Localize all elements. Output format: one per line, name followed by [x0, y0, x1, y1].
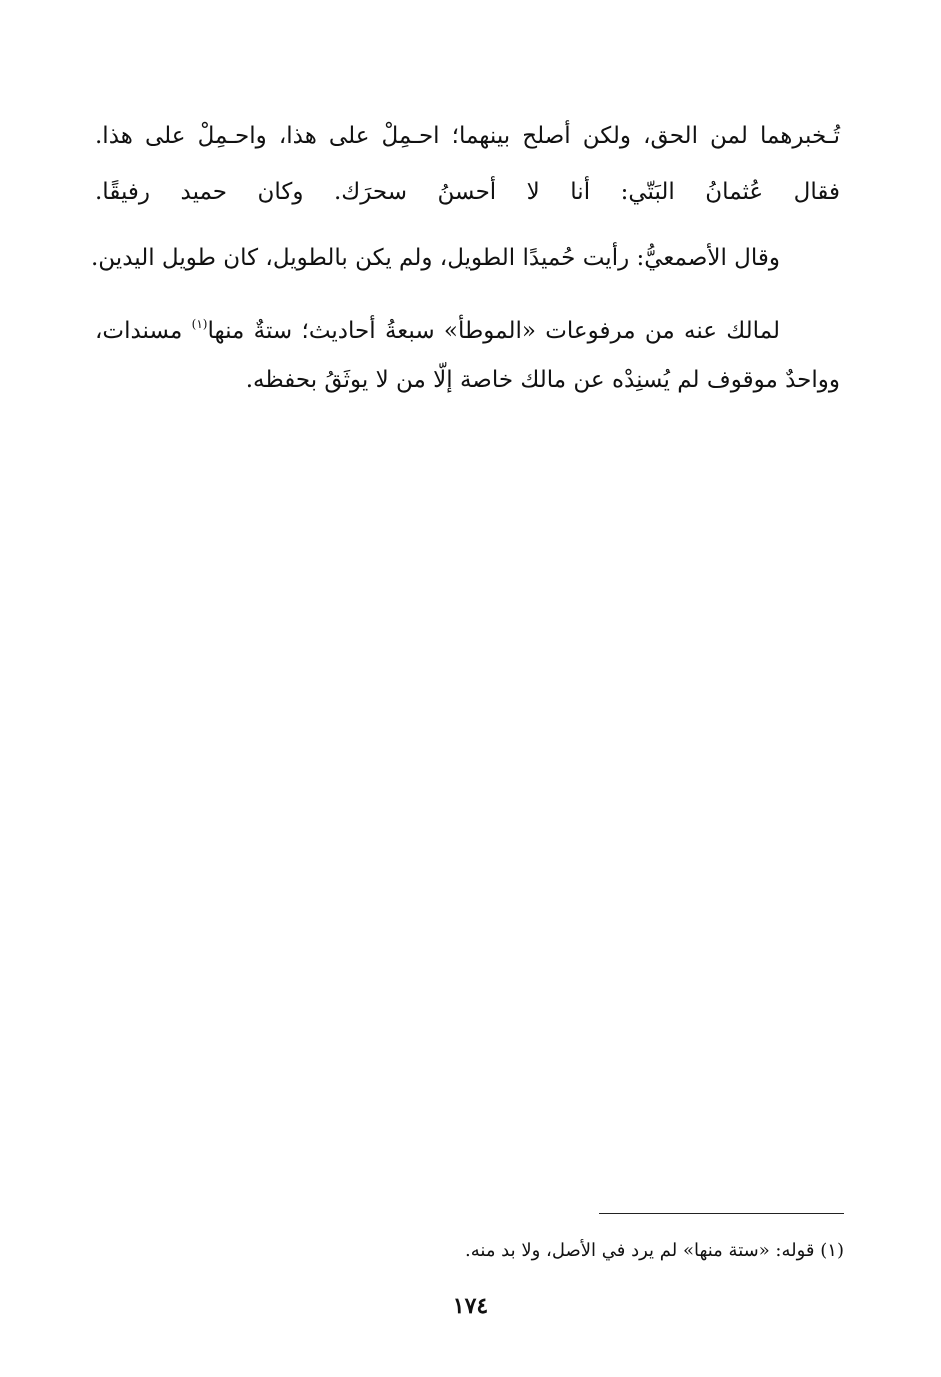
text-line-4	[95, 296, 840, 352]
text-line-2: فقال عُثمانُ البَتّي: أنا لا أحسنُ سحرَك. وكان حميد رفيقًا.	[95, 179, 840, 205]
paragraph-gap	[95, 220, 840, 230]
main-text-block	[90, 108, 840, 408]
footnote: (١) قوله: «ستة منها» لم يرد في الأصل، ولا بد منه.	[465, 1240, 844, 1261]
text-line-4-part1: لمالك عنه من مرفوعات «الموطأ» سبعةُ أحاديث؛ ستةٌ منها	[207, 318, 780, 344]
text-line-3: وقال الأصمعيُّ: رأيت حُميدًا الطويل، ولم يكن بالطويل، كان طويل اليدين.	[90, 245, 780, 271]
text-line-1: تُـخبرهما لمن الحق، ولكن أصلح بينهما؛ احـمِلْ على هذا، واحـمِلْ على هذا.	[95, 123, 840, 149]
text-line-4-part2: مسندات،	[95, 318, 192, 344]
paragraph-gap	[95, 286, 840, 296]
page-number: ١٧٤	[452, 1293, 489, 1319]
footnote-reference: (١)	[191, 317, 208, 331]
footnote-divider	[599, 1213, 844, 1214]
text-line-5: وواحدٌ موقوف لم يُسنِدْه عن مالك خاصة إلّا من لا يوثَقُ بحفظه.	[245, 367, 840, 393]
